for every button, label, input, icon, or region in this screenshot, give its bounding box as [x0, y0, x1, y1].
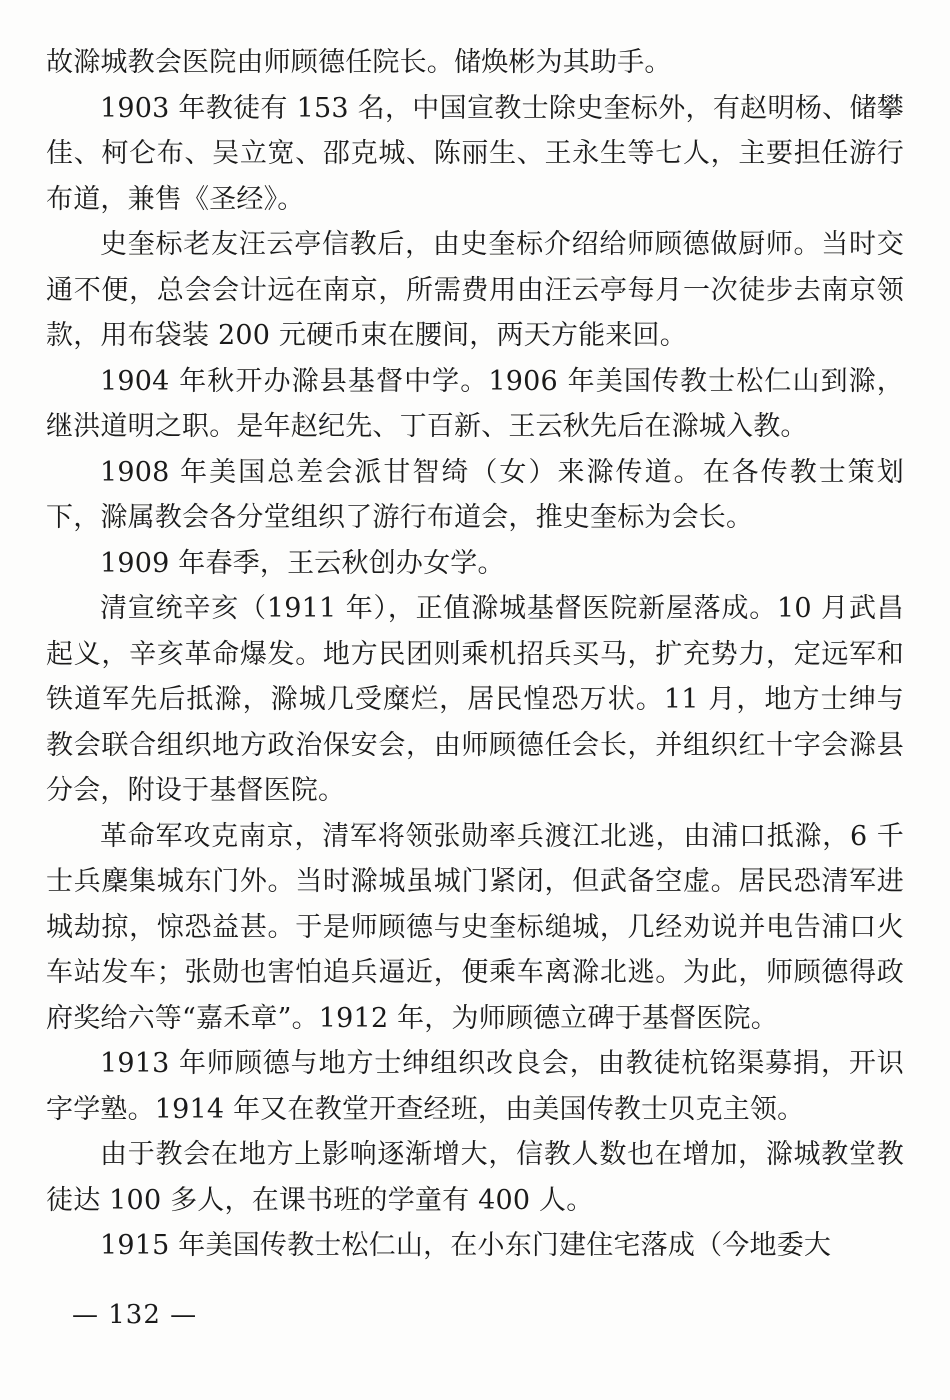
- body-text: [46, 40, 904, 1269]
- paragraph: 清宣统辛亥（1911 年），正值滁城基督医院新屋落成。10 月武昌起义，辛亥革命爆发。地方民团则乘机招兵买马，扩充势力，定远军和铁道军先后抵滁，滁城几受糜烂，居民惶恐万状。11 月，地方士绅与教会联合组织地方政治保安会，由师顾德任会长，并组织红十字会滁县分会，附设于基督医院。: [46, 593, 904, 806]
- paragraph: 故滁城教会医院由师顾德任院长。储焕彬为其助手。: [46, 47, 672, 78]
- paragraph: 1909 年春季，王云秋创办女学。: [100, 547, 505, 579]
- paragraph: 1903 年教徒有 153 名，中国宣教士除史奎标外，有赵明杨、储攀佳、柯仑布、吴立宽、邵克城、陈丽生、王永生等七人，主要担任游行布道，兼售《圣经》。: [46, 92, 904, 215]
- paragraph: 由于教会在地方上影响逐渐增大，信教人数也在增加，滁城教堂教徒达 100 多人，在课书班的学童有 400 人。: [46, 1139, 904, 1216]
- paragraph: 1915 年美国传教士松仁山，在小东门建住宅落成（今地委大: [100, 1230, 832, 1261]
- paragraph: 1913 年师顾德与地方士绅组织改良会，由教徒杭铭渠募捐，开识字学塾。1914 年又在教堂开查经班，由美国传教士贝克主领。: [46, 1048, 904, 1125]
- paragraph: 史奎标老友汪云亭信教后，由史奎标介绍给师顾德做厨师。当时交通不便，总会会计远在南京，所需费用由汪云亭每月一次徒步去南京领款，用布袋装 200 元硬币束在腰间，两天方能来回。: [46, 229, 904, 351]
- paragraph: 1904 年秋开办滁县基督中学。1906 年美国传教士松仁山到滁，继洪道明之职。是年赵纪先、丁百新、王云秋先后在滁城入教。: [46, 365, 904, 442]
- paragraph: 革命军攻克南京，清军将领张勋率兵渡江北逃，由浦口抵滁，6 千士兵麇集城东门外。当时滁城虽城门紧闭，但武备空虚。居民恐清军进城劫掠，惊恐益甚。于是师顾德与史奎标缒城，几经劝说并电告浦口火车站发车；张勋也害怕追兵逼近，便乘车离滁北逃。为此，师顾德得政府奖给六等“嘉禾章”。1912 年，为师顾德立碑于基督医院。: [46, 820, 904, 1034]
- paragraph: 1908 年美国总差会派甘智绮（女）来滁传道。在各传教士策划下，滁属教会各分堂组织了游行布道会，推史奎标为会长。: [46, 456, 904, 533]
- page-number: — 132 —: [72, 1300, 198, 1330]
